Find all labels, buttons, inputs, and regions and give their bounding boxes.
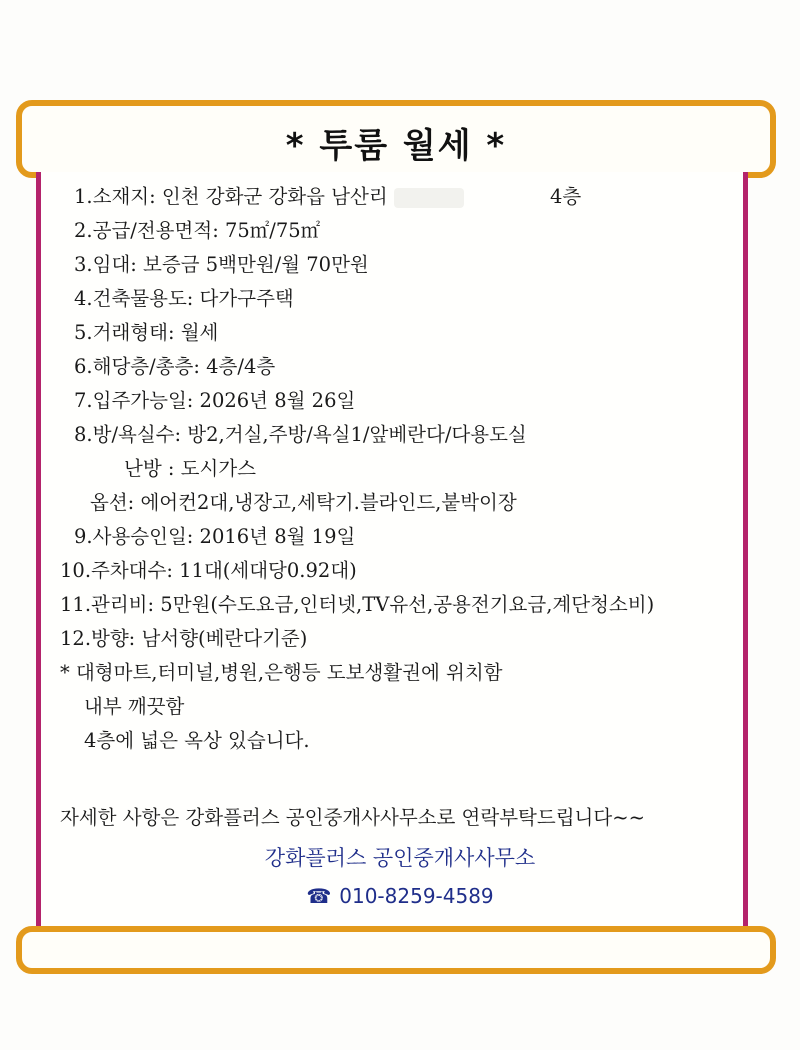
bottom-banner (16, 926, 776, 974)
listing-line (60, 690, 750, 724)
listing-line (60, 418, 750, 452)
listing-line (60, 486, 750, 520)
phone-icon: ☎ (306, 884, 332, 908)
contact-note: 자세한 사항은 강화플러스 공인중개사사무소로 연락부탁드립니다~~ (60, 806, 645, 829)
listing-line-text: 난방 : 도시가스 (124, 457, 256, 480)
listing-line (60, 452, 750, 486)
listing-line (60, 622, 750, 656)
listing-line-text: 9.사용승인일: 2016년 8월 19일 (74, 525, 356, 548)
listing-line (60, 656, 750, 690)
listing-line (60, 282, 750, 316)
listing-line-text: 6.해당층/총층: 4층/4층 (74, 355, 276, 378)
listing-line (60, 350, 750, 384)
redacted-address (394, 188, 464, 208)
listing-line (60, 554, 750, 588)
listing-line-text: 8.방/욕실수: 방2,거실,주방/욕실1/앞베란다/다용도실 (74, 423, 527, 446)
listing-line-text: 내부 깨끗함 (84, 695, 185, 718)
listing-line-text: 10.주차대수: 11대(세대당0.92대) (60, 559, 357, 582)
listing-line-text: * 대형마트,터미널,병원,은행등 도보생활권에 위치함 (60, 661, 503, 684)
listing-details (60, 180, 750, 758)
listing-line-text: 5.거래형태: 월세 (74, 321, 219, 344)
listing-line (60, 724, 750, 758)
listing-line (60, 180, 750, 214)
listing-line-text: 3.임대: 보증금 5백만원/월 70만원 (74, 253, 369, 276)
listing-line-text: 7.입주가능일: 2026년 8월 26일 (74, 389, 356, 412)
listing-line-text: 4층에 넓은 옥상 있습니다. (84, 729, 310, 752)
page-title: * 투룸 월세 * (285, 126, 507, 166)
office-name: 강화플러스 공인중개사사무소 (264, 846, 536, 870)
listing-line (60, 214, 750, 248)
listing-line (60, 588, 750, 622)
floor-label: 4층 (550, 185, 582, 208)
title-banner (16, 100, 776, 178)
listing-line-text: 옵션: 에어컨2대,냉장고,세탁기.블라인드,붙박이장 (90, 491, 517, 514)
listing-line-text: 4.건축물용도: 다가구주택 (74, 287, 294, 310)
listing-line-text: 11.관리비: 5만원(수도요금,인터넷,TV유선,공용전기요금,계단청소비) (60, 593, 655, 616)
listing-line (60, 520, 750, 554)
listing-line (60, 248, 750, 282)
listing-line (60, 316, 750, 350)
phone-number[interactable]: 010-8259-4589 (339, 884, 494, 908)
listing-line (60, 384, 750, 418)
phone-number-row (0, 884, 800, 908)
listing-line-text: 2.공급/전용면적: 75㎡/75㎡ (74, 219, 321, 242)
listing-line-text: 1.소재지: 인천 강화군 강화읍 남산리 (74, 185, 388, 208)
listing-line-text: 12.방향: 남서향(베란다기준) (60, 627, 308, 650)
